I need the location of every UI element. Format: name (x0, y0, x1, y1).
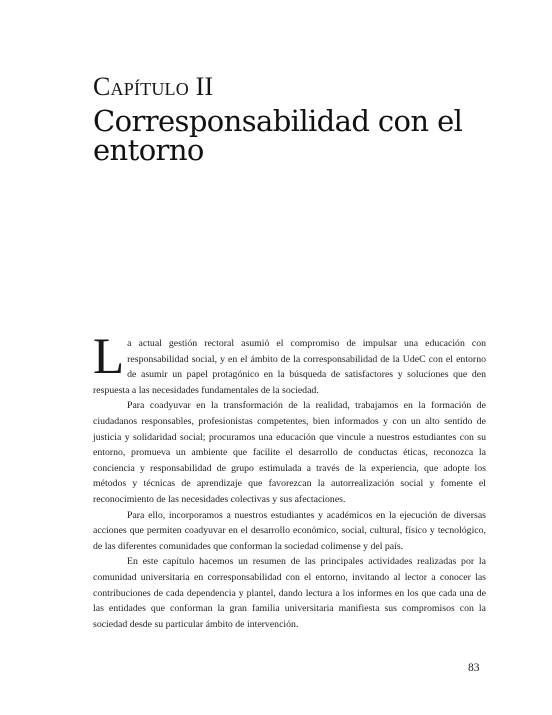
chapter-heading (93, 74, 493, 165)
paragraph-1-text: a actual gestión rectoral asumió el compromiso de impulsar una educación con responsabilidad social, y en el ámbito de la corresponsabilidad de la UdeC con el entorno de asumir un papel protagónico en la búsqueda de satisfactores y soluciones que den respuesta a las necesidades fundamentales de la sociedad. (93, 338, 486, 396)
page-number: 83 (468, 662, 480, 674)
paragraph-3: Para ello, incorporamos a nuestros estudiantes y académicos en la ejecución de diversas acciones que permiten coadyuvar en el desarrollo económico, social, cultural, físico y tecnológico, de las diferentes comunidades que conforman la sociedad colimense y del país. (93, 509, 486, 552)
drop-cap: L (93, 329, 125, 385)
body-text (93, 329, 486, 632)
paragraph-2: Para coadyuvar en la transformación de la realidad, trabajamos en la formación de ciudadanos responsables, profesionistas competentes, bien informados y con un alto sentido de justicia y solidaridad social; procuramos una educación que vincule a nuestros estudiantes con su entorno, promueva un ambiente que facilite el desarrollo de conductas éticas, reconozca la conciencia y responsabilidad de grupo estimulada a través de la experiencia, que adopte los métodos y técnicas de aprendizaje que favorezcan la autorrealización social y fomente el reconocimiento de las necesidades colectivas y sus afectaciones. (93, 400, 486, 505)
chapter-label: Capítulo II (93, 72, 214, 101)
paragraph-4: En este capítulo hacemos un resumen de las principales actividades realizadas por la comunidad universitaria en corresponsabilidad con el entorno, invitando al lector a conocer las contribuciones de cada dependencia y plantel, dando lectura a los informes en los que cada una de las entidades que conforman la gran familia universitaria manifiesta sus compromisos con la sociedad desde su particular ámbito de intervención. (93, 556, 486, 630)
paragraph-1 (93, 329, 486, 398)
chapter-title: Corresponsabilidad con el entorno (93, 104, 463, 167)
